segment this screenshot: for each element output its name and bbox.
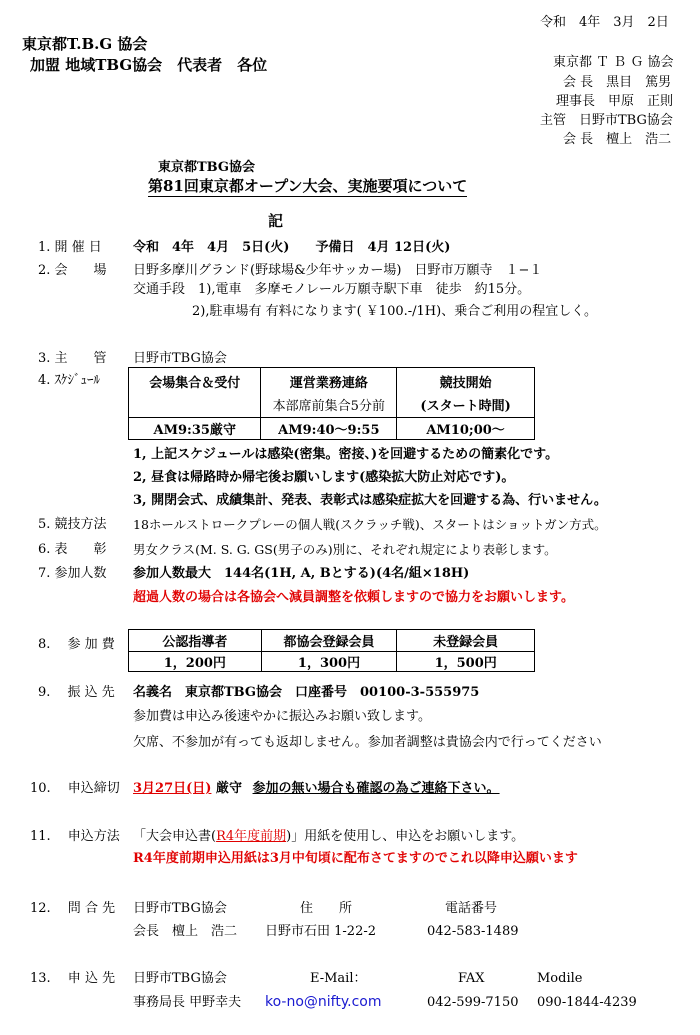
host-value: 日野市TBG協会 [133, 351, 227, 366]
venue-transport: 交通手段 1),電車 多摩モノレール万願寺駅下車 徒歩 約15分。 [133, 282, 531, 297]
schedule-note: 3, 開閉会式、成績集計、発表、表彰式は感染症拡大を回避する為、行いません。 [133, 493, 607, 508]
transfer-note: 参加費は申込み後速やかに振込みお願い致します。 [133, 709, 431, 724]
item-label-method: 5. 競技方法 [38, 517, 107, 532]
recipient-line2: 加盟 地域TBG協会 代表者 各位 [30, 56, 268, 74]
contact-org: 日野市TBG協会 [133, 901, 227, 916]
apply-method-note: R4年度前期申込用紙は3月中旬頃に配布さてますのでこれ以降申込願います [133, 851, 578, 866]
item-label-contact: 12. 問 合 先 [30, 901, 116, 916]
sender-line: 主管 日野市TBG協会 [540, 113, 673, 128]
schedule-note: 2, 昼食は帰路時か帰宅後お願いします(感染拡大防止対応です)。 [133, 470, 515, 485]
apply-to-email-label: E-Mail： [310, 971, 367, 986]
item-label-deadline: 10. 申込締切 [30, 781, 120, 796]
event-date: 令和 4年 4月 5日(火) 予備日 4月 12日(火) [133, 240, 451, 255]
venue-name: 日野多摩川グランド(野球場&少年サッカー場) 日野市万願寺 １−１ [133, 263, 543, 278]
schedule-header-cell [261, 368, 397, 418]
item-label-schedule: 4. ｽｹｼﾞｭｰﾙ [38, 373, 101, 388]
deadline-line [133, 782, 500, 797]
schedule-header-text: 競技開始 [439, 375, 492, 391]
sender-line: 東京都 Ｔ Ｂ Ｇ 協会 [553, 55, 674, 70]
schedule-time: AM9:35厳守 [153, 423, 236, 438]
recipient-line1: 東京都T.B.G 協会 [22, 35, 148, 53]
apply-method-form: R4年度前期 [216, 829, 287, 844]
apply-to-fax: 042-599-7150 [427, 995, 519, 1010]
deadline-strict: 厳守 [215, 781, 242, 796]
item-label-award: 6. 表 彰 [38, 542, 107, 557]
document-date: 令和 4年 3月 2日 [540, 15, 669, 30]
item-label-transfer: 9. 振 込 先 [38, 685, 115, 700]
apply-to-org: 日野市TBG協会 [133, 971, 227, 986]
fee-header-cell [129, 630, 262, 652]
sender-line: 会 長 黒目 篤男 [563, 75, 672, 90]
apply-method-post: )」用紙を使用し、申込をお願いします。 [286, 829, 525, 844]
fee-header: 公認指導者 [162, 635, 228, 650]
item-label-date: 1. 開 催 日 [38, 240, 102, 255]
apply-to-mobile: 090-1844-4239 [537, 995, 637, 1010]
fee-table [128, 629, 535, 672]
fee-value-cell [261, 652, 397, 672]
schedule-time: AM9:40〜9:55 [278, 423, 380, 438]
fee-value: 1，500円 [434, 656, 497, 671]
fee-value-cell [129, 652, 262, 672]
venue-parking: 2),駐車場有 有料になります( ￥100.-/1H)、乗合ご利用の程宜しく。 [192, 304, 597, 319]
apply-to-fax-label: FAX [458, 971, 485, 986]
schedule-time-cell [261, 418, 397, 440]
schedule-header-text: 会場集合＆受付 [149, 376, 241, 391]
fee-header-cell [397, 630, 535, 652]
transfer-note: 欠席、不参加が有っても返却しません。参加者調整は貴協会内で行ってください [133, 735, 602, 750]
schedule-time: AM10;00〜 [426, 423, 505, 438]
apply-to-mobile-label: Modile [537, 971, 583, 986]
contact-address-label: 住 所 [300, 901, 353, 916]
title-org: 東京都TBG協会 [158, 160, 256, 175]
apply-to-person: 事務局長 甲野幸夫 [133, 995, 242, 1010]
schedule-header-subtext: 本部席前集合5分前 [272, 398, 385, 414]
deadline-date: 3月27日(日) [133, 781, 212, 796]
item-label-fee: 8. 参 加 費 [38, 637, 115, 652]
participants-value: 参加人数最大 144名(1H, A, Bとする)(4名/組×18H) [133, 566, 470, 581]
transfer-account: 名義名 東京都TBG協会 口座番号 00100-3-555975 [133, 685, 480, 700]
item-label-apply-to: 13. 申 込 先 [30, 971, 116, 986]
schedule-time-cell [397, 418, 535, 440]
apply-method-line [133, 830, 524, 845]
page-title: 第81回東京都オープン大会、実施要項について [148, 178, 467, 197]
participants-note: 超過人数の場合は各協会へ減員調整を依頼しますので協力をお願いします。 [133, 590, 574, 605]
fee-value: 1，200円 [163, 656, 226, 671]
schedule-note: 1, 上記スケジュールは感染(密集。密接、)を回避するための簡素化です。 [133, 447, 559, 462]
award-value: 男女クラス(M. S. G. GS(男子のみ)別に、それぞれ規定により表彰します。 [133, 542, 557, 557]
schedule-table [128, 367, 535, 440]
schedule-header-cell [129, 368, 261, 418]
contact-person: 会長 檀上 浩二 [133, 924, 238, 939]
fee-header: 都協会登録会員 [283, 635, 375, 650]
apply-method-pre: 「大会申込書( [133, 829, 217, 844]
schedule-time-cell [129, 418, 261, 440]
item-label-participants: 7. 参加人数 [38, 566, 107, 581]
ki-heading: 記 [268, 212, 284, 230]
contact-tel: 042-583-1489 [427, 924, 519, 939]
sender-line: 理事長 甲原 正則 [556, 94, 674, 109]
item-label-venue: 2. 会 場 [38, 263, 107, 278]
fee-header-cell [261, 630, 397, 652]
method-value: 18ホールストロークプレーの個人戦(スクラッチ戦)、スタートはショットガン方式。 [133, 517, 607, 532]
contact-address: 日野市石田 1-22-2 [265, 924, 377, 939]
schedule-header-subtext: (スタート時間) [420, 398, 511, 414]
schedule-header-cell [397, 368, 535, 418]
deadline-note: 参加の無い場合も確認の為ご連絡下さい。 [252, 781, 500, 796]
schedule-header-text: 運営業務連絡 [289, 375, 368, 391]
item-label-host: 3. 主 管 [38, 351, 107, 366]
item-label-apply-method: 11. 申込方法 [30, 829, 120, 844]
apply-to-email-link[interactable]: ko-no@nifty.com [265, 994, 382, 1010]
fee-value-cell [397, 652, 535, 672]
contact-tel-label: 電話番号 [445, 901, 498, 916]
fee-header: 未登録会員 [433, 635, 499, 650]
sender-line: 会 長 檀上 浩二 [563, 132, 672, 147]
fee-value: 1，300円 [297, 656, 361, 671]
